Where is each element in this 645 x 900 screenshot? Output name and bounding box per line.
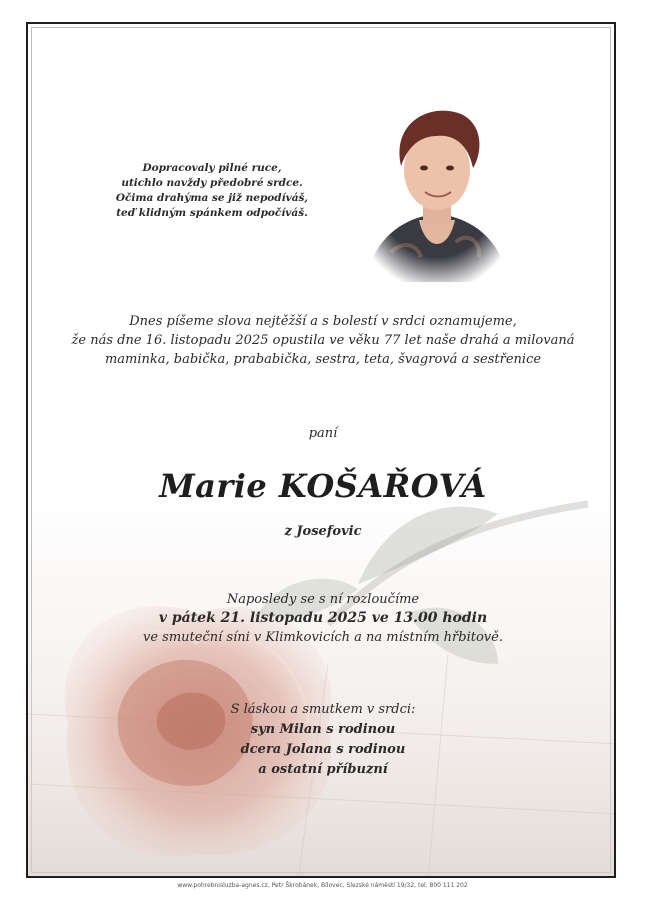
- mourners-signoff: [28, 700, 616, 780]
- announcement-text: [28, 312, 616, 369]
- deceased-origin: z Josefovic: [284, 524, 362, 539]
- mourner-line: syn Milan s rodinou: [250, 722, 396, 737]
- poem-line: Očima drahýma se již nepodíváš,: [115, 192, 309, 204]
- funeral-date-time: v pátek 21. listopadu 2025 ve 13.00 hodin: [158, 610, 488, 626]
- funeral-service-footer: www.pohrebnisluzba-agnes.cz, Petr Škrobánek, Bílovec, Slezské náměstí 19/32, tel. 800 111 202: [177, 882, 468, 889]
- mourner-line: dcera Jolana s rodinou: [240, 742, 406, 757]
- poem-line: Dopracovaly pilné ruce,: [142, 162, 282, 174]
- mourner-line: a ostatní příbuzní: [258, 762, 388, 777]
- deceased-name: Marie KOŠAŘOVÁ: [159, 467, 487, 505]
- mourning-frame: [26, 22, 616, 878]
- announcement-line: maminka, babička, prababička, sestra, teta, švagrová a sestřenice: [104, 352, 542, 367]
- announcement-line: Dnes píšeme slova nejtěžší a s bolestí v srdci oznamujeme,: [129, 314, 517, 329]
- funeral-place: ve smuteční síni v Klimkovicích a na místním hřbitově.: [143, 630, 503, 645]
- announcement-line: že nás dne 16. listopadu 2025 opustila ve věku 77 let naše drahá a milovaná: [71, 333, 575, 348]
- signoff-intro: S láskou a smutkem v srdci:: [230, 702, 416, 717]
- poem-line: teď klidným spánkem odpočíváš.: [116, 207, 308, 219]
- portrait-photo: [361, 92, 513, 282]
- farewell-info: [28, 590, 616, 647]
- memorial-poem: [92, 161, 332, 221]
- title-word: paní: [308, 426, 338, 441]
- poem-line: utichlo navždy předobré srdce.: [121, 177, 303, 189]
- farewell-intro: Naposledy se s ní rozloučíme: [226, 592, 420, 607]
